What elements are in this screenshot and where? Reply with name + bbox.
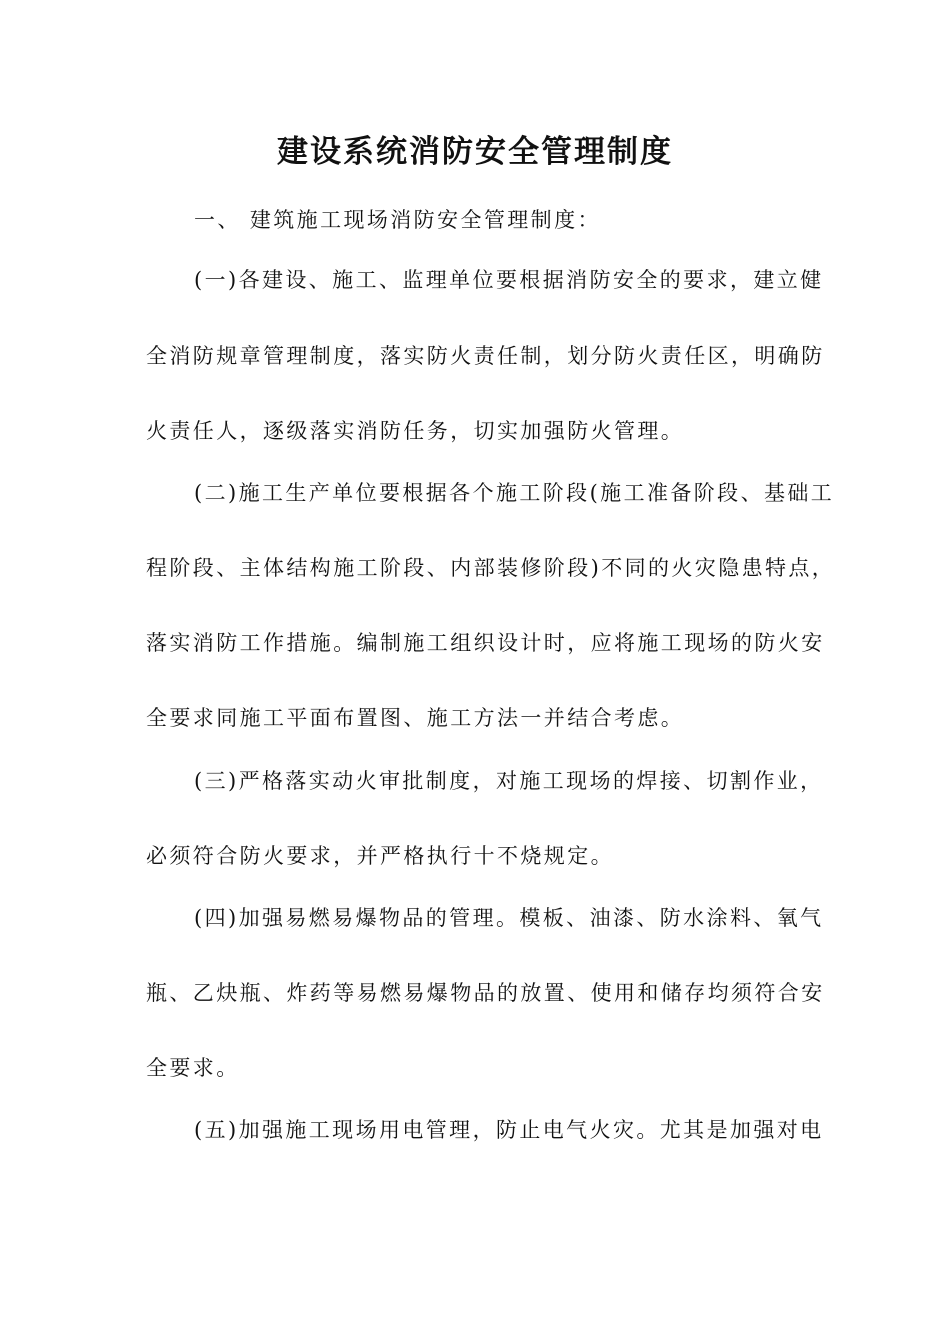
paragraph-line: 火责任人，逐级落实消防任务，切实加强防火管理。 [146, 419, 685, 443]
paragraph-line: 落实消防工作措施。编制施工组织设计时，应将施工现场的防火安 [146, 631, 825, 655]
paragraph-line: (五)加强施工现场用电管理，防止电气火灾。尤其是加强对电 [194, 1118, 824, 1142]
paragraph-line: 全要求。 [146, 1056, 240, 1080]
paragraph-line: (四)加强易燃易爆物品的管理。模板、油漆、防水涂料、氧气 [194, 906, 824, 930]
paragraph-line: (二)施工生产单位要根据各个施工阶段(施工准备阶段、基础工 [194, 481, 835, 505]
paragraph-line: 全要求同施工平面布置图、施工方法一并结合考虑。 [146, 706, 685, 730]
paragraph-line: 必须符合防火要求，并严格执行十不烧规定。 [146, 844, 614, 868]
paragraph-line: 瓶、乙炔瓶、炸药等易燃易爆物品的放置、使用和储存均须符合安 [146, 981, 825, 1005]
paragraph-line: (一)各建设、施工、监理单位要根据消防安全的要求，建立健 [194, 268, 824, 292]
paragraph-line: 全消防规章管理制度，落实防火责任制，划分防火责任区，明确防 [146, 344, 825, 368]
document-title: 建设系统消防安全管理制度 [277, 134, 673, 170]
paragraph-line: 程阶段、主体结构施工阶段、内部装修阶段)不同的火灾隐患特点， [146, 556, 836, 580]
paragraph-line: (三)严格落实动火审批制度，对施工现场的焊接、切割作业， [194, 769, 824, 793]
section-heading: 一、 建筑施工现场消防安全管理制度： [194, 208, 601, 232]
